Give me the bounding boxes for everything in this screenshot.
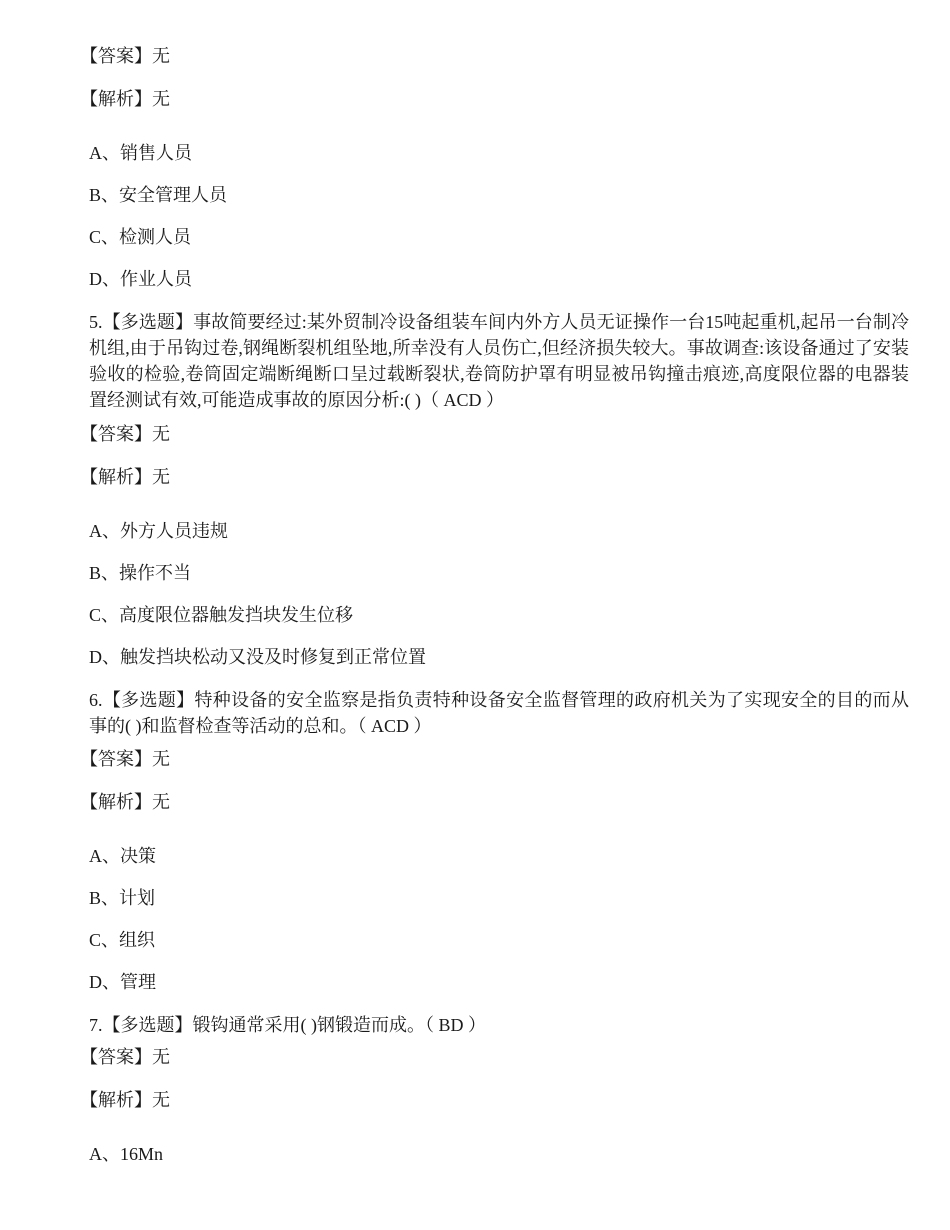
answer-line: 【答案】无 — [80, 1047, 170, 1067]
option-d: D、管理 — [89, 972, 156, 992]
question-6-text: 6.【多选题】特种设备的安全监察是指负责特种设备安全监督管理的政府机关为了实现安全的目的而从事的( )和监督检查等活动的总和。（ ACD ） — [89, 690, 909, 736]
option-c: C、检测人员 — [89, 227, 192, 247]
answer-line: 【答案】无 — [80, 749, 170, 769]
option-a: A、外方人员违规 — [89, 521, 228, 541]
option-b: B、操作不当 — [89, 563, 192, 583]
analysis-line: 【解析】无 — [80, 1090, 170, 1110]
answer-line: 【答案】无 — [80, 46, 170, 66]
analysis-line: 【解析】无 — [80, 89, 170, 109]
analysis-line: 【解析】无 — [80, 467, 170, 487]
option-a: A、16Mn — [89, 1144, 164, 1164]
option-d: D、触发挡块松动又没及时修复到正常位置 — [89, 647, 426, 667]
option-c: C、组织 — [89, 930, 156, 950]
option-b: B、计划 — [89, 888, 156, 908]
analysis-line: 【解析】无 — [80, 792, 170, 812]
option-d: D、作业人员 — [89, 269, 192, 289]
question-7-text: 7.【多选题】锻钩通常采用( )钢锻造而成。（ BD ） — [89, 1015, 486, 1035]
option-b: B、安全管理人员 — [89, 185, 228, 205]
option-c: C、高度限位器触发挡块发生位移 — [89, 605, 354, 625]
question-5-text: 5.【多选题】事故简要经过:某外贸制冷设备组装车间内外方人员无证操作一台15吨起重机,起吊一台制冷机组,由于吊钩过卷,钢绳断裂机组坠地,所幸没有人员伤亡,但经济损失较大。事故调查:该设备通过了安装验收的检验,卷筒固定端断绳断口呈过载断裂状,卷筒防护罩有明显被吊钩撞击痕迹,高度限位器的电器装置经测试有效,可能造成事故的原因分析:( )（ ACD ） — [89, 312, 909, 410]
option-a: A、销售人员 — [89, 143, 192, 163]
answer-line: 【答案】无 — [80, 424, 170, 444]
option-a: A、决策 — [89, 846, 156, 866]
